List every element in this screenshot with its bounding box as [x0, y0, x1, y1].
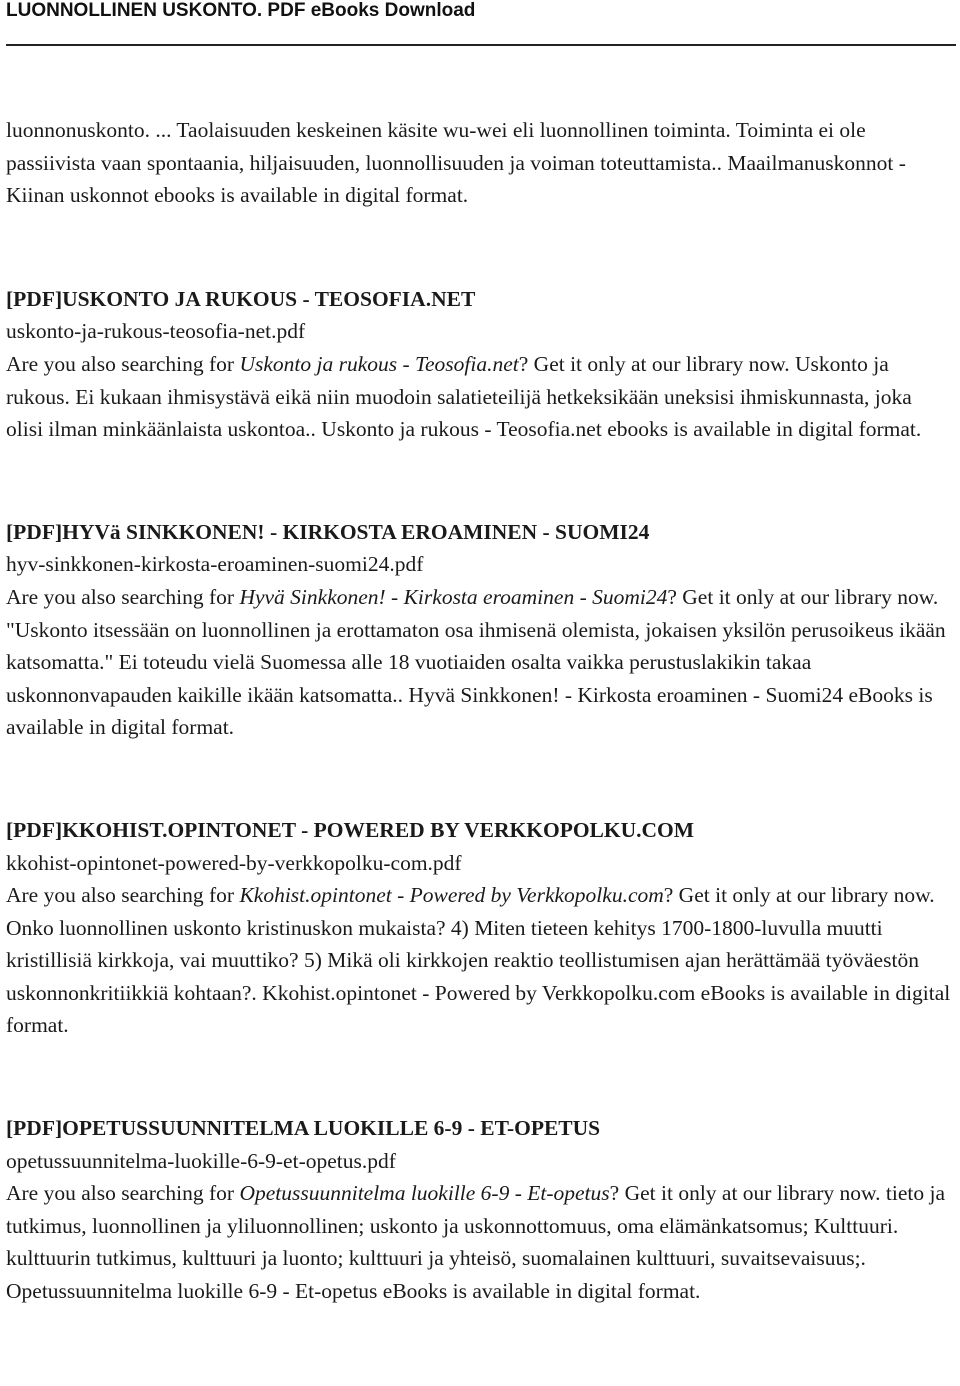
- result-description: [6, 879, 954, 1042]
- question-prefix: Are you also searching for: [6, 883, 240, 908]
- result-item: [6, 283, 954, 446]
- question-title: Opetussuunnitelma luokille 6-9 - Et-opetus: [239, 1181, 610, 1206]
- question-prefix: Are you also searching for: [6, 351, 240, 376]
- intro-paragraph: luonnonuskonto. ... Taolaisuuden keskeinen käsite wu-wei eli luonnollinen toiminta. Toiminta ei ole passiivista vaan spontaania, hiljaisuuden, luonnollisuuden ja voiman toteuttamista.. Maailmanuskonnot - Kiinan uskonnot ebooks is available in digital format.: [6, 118, 906, 208]
- result-title-link[interactable]: [PDF]KKOHIST.OPINTONET - POWERED BY VERKKOPOLKU.COM: [6, 817, 695, 842]
- result-title: [6, 814, 954, 847]
- question-suffix: ? Get it only at our library now.: [667, 584, 939, 609]
- result-file-link[interactable]: opetussuunnitelma-luokille-6-9-et-opetus.pdf: [6, 1148, 396, 1173]
- question-title: Kkohist.opintonet - Powered by Verkkopolku.com: [239, 883, 664, 908]
- header-divider: [6, 44, 956, 46]
- result-body: "Uskonto itsessään on luonnollinen ja erottamaton osa ihmisenä olemista, jokaisen yksilön perusoikeus ikään katsomatta." Ei toteudu vielä Suomessa alle 18 vuotiaiden osalta vaikka perustuslakikin takaa uskonnonvapauden kaikille ikään katsomatta.. Hyvä Sinkkonen! - Kirkosta eroaminen - Suomi24 eBooks is available in digital format.: [6, 617, 946, 740]
- document-body: [6, 114, 954, 1308]
- result-description: [6, 348, 954, 446]
- result-title-link[interactable]: [PDF]OPETUSSUUNNITELMA LUOKILLE 6-9 - ET-OPETUS: [6, 1116, 601, 1141]
- result-body: Onko luonnollinen uskonto kristinuskon mukaista? 4) Miten tieteen kehitys 1700-1800-luvulla muutti kristillisiä kirkkoja, vai muuttiko? 5) Mikä oli kirkkojen reaktio teollistumisen ajan herättämää työväestön uskonnonkritiikkiä kohtaan?. Kkohist.opintonet - Powered by Verkkopolku.com eBooks is available in digital format.: [6, 915, 951, 1038]
- result-file-link[interactable]: kkohist-opintonet-powered-by-verkkopolku-com.pdf: [6, 850, 462, 875]
- result-title: [6, 283, 954, 316]
- question-prefix: Are you also searching for: [6, 1181, 240, 1206]
- result-filename: [6, 315, 954, 348]
- result-filename: [6, 548, 954, 581]
- result-filename: [6, 847, 954, 880]
- question-suffix: ? Get it only at our library now.: [609, 1181, 886, 1206]
- result-body: Uskonto ja rukous. Ei kukaan ihmisystävä eikä niin muodoin salatieteilijä hetkeksikään uneksisi ihmiskunnasta, joka olisi ilman minkäänlaista uskontoa.. Uskonto ja rukous - Teosofia.net ebooks is available in digital format.: [6, 351, 922, 442]
- question-prefix: Are you also searching for: [6, 584, 240, 609]
- page-header: [6, 0, 956, 46]
- question-suffix: ? Get it only at our library now.: [663, 883, 935, 908]
- result-title-link[interactable]: [PDF]USKONTO JA RUKOUS - TEOSOFIA.NET: [6, 286, 476, 311]
- result-body: tieto ja tutkimus, luonnollinen ja yliluonnollinen; uskonto ja uskonnottomuus, oma elämänkatsomus; Kulttuuri. kulttuurin tutkimus, kulttuuri ja luonto; kulttuuri ja yhteisö, suomalainen kulttuuri, suvaitsevaisuus;. Opetussuunnitelma luokille 6-9 - Et-opetus eBooks is available in digital format.: [6, 1181, 946, 1304]
- page-title: LUONNOLLINEN USKONTO. PDF eBooks Download: [6, 0, 476, 21]
- result-description: [6, 581, 954, 744]
- question-suffix: ? Get it only at our library now.: [518, 351, 795, 376]
- result-file-link[interactable]: hyv-sinkkonen-kirkosta-eroaminen-suomi24.pdf: [6, 552, 424, 577]
- result-title: [6, 516, 954, 549]
- result-description: [6, 1177, 954, 1307]
- result-filename: [6, 1145, 954, 1178]
- result-title-link[interactable]: [PDF]HYVä SINKKONEN! - KIRKOSTA EROAMINEN - SUOMI24: [6, 519, 650, 544]
- result-title: [6, 1112, 954, 1145]
- result-file-link[interactable]: uskonto-ja-rukous-teosofia-net.pdf: [6, 319, 306, 344]
- question-title: Uskonto ja rukous - Teosofia.net: [239, 351, 519, 376]
- result-item: [6, 814, 954, 1042]
- result-item: [6, 516, 954, 744]
- question-title: Hyvä Sinkkonen! - Kirkosta eroaminen - Suomi24: [239, 584, 668, 609]
- result-item: [6, 1112, 954, 1308]
